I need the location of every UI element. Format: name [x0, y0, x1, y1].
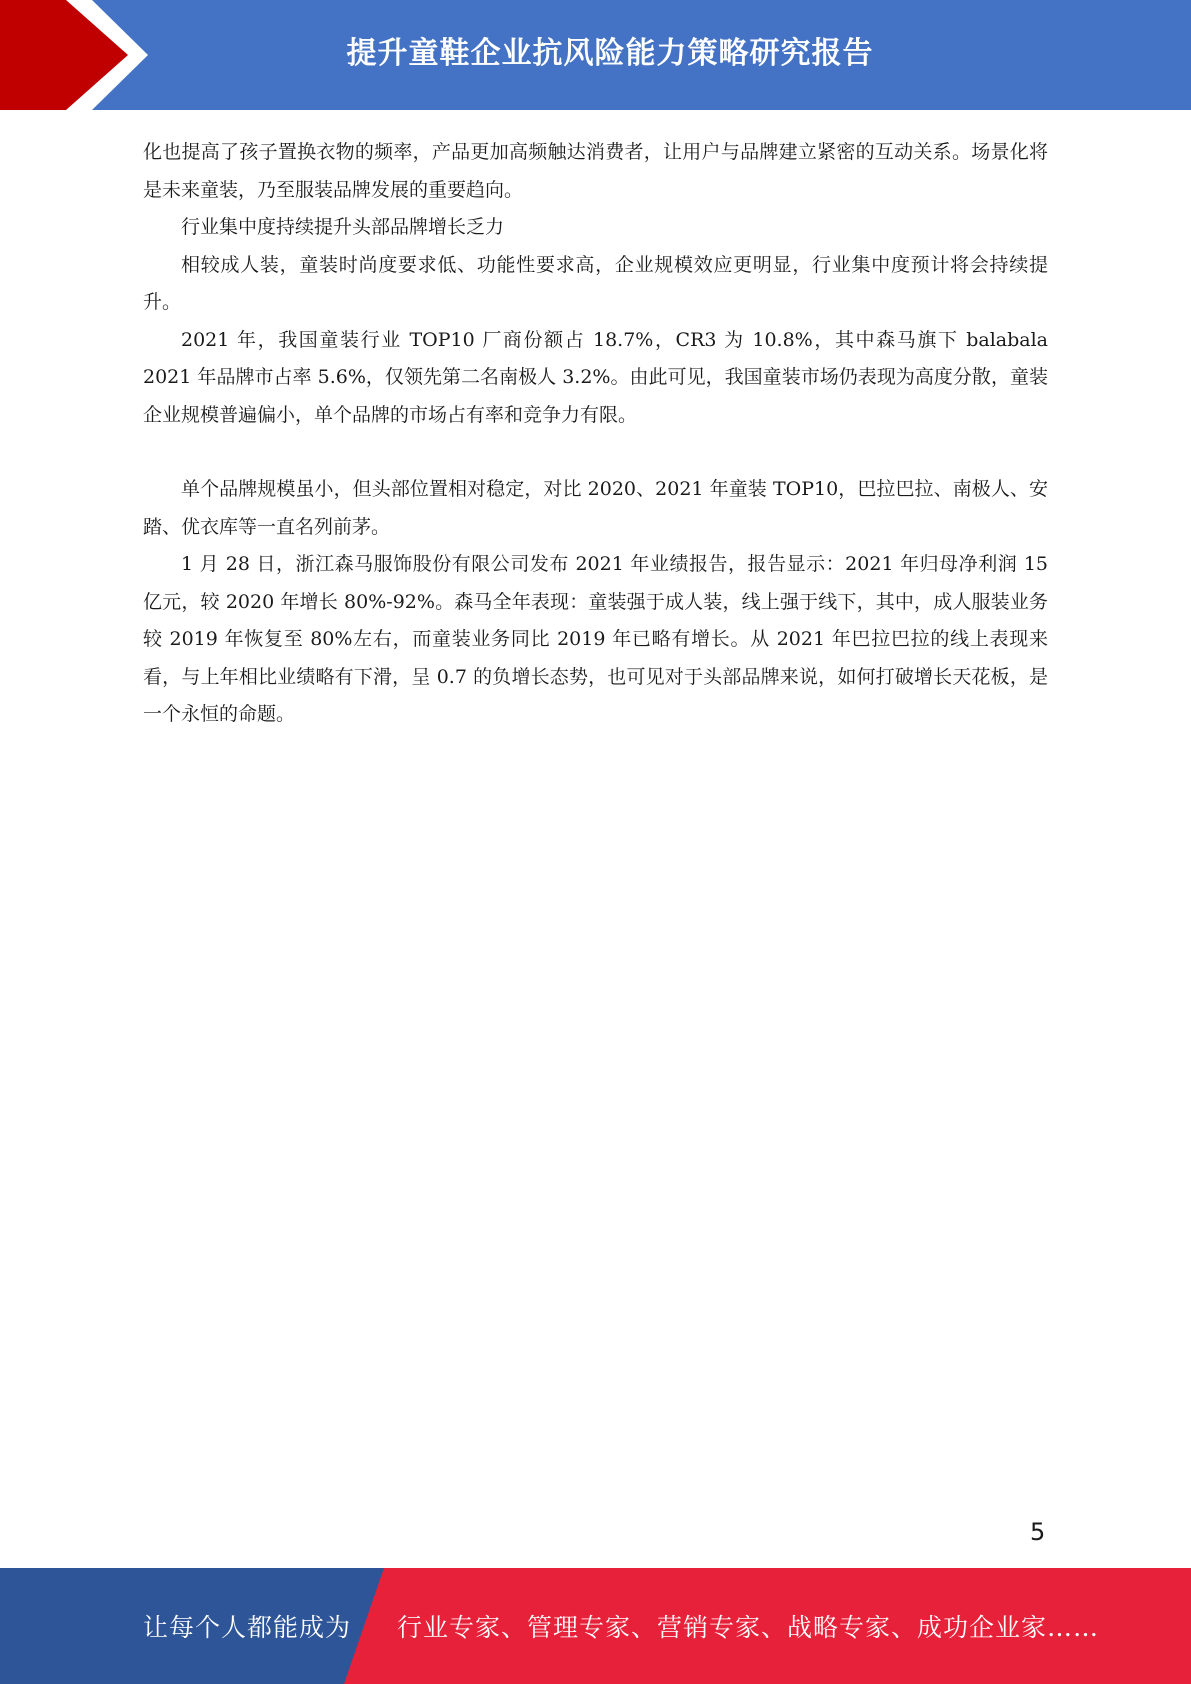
paragraph-continuation: 化也提高了孩子置换衣物的频率，产品更加高频触达消费者，让用户与品牌建立紧密的互动关系。场景化将是未来童装，乃至服装品牌发展的重要趋向。: [143, 141, 1048, 201]
report-title: 提升童鞋企业抗风险能力策略研究报告: [346, 36, 874, 71]
footer-slogan-left: 让每个人都能成为: [143, 1613, 352, 1642]
page-footer: [0, 1568, 1191, 1684]
paragraph: 相较成人装，童装时尚度要求低、功能性要求高，企业规模效应更明显，行业集中度预计将会持续提升。: [143, 253, 1048, 313]
page-number: 5: [1030, 1518, 1046, 1546]
paragraph-gap: [143, 434, 1048, 471]
paragraph: 2021 年，我国童装行业 TOP10 厂商份额占 18.7%，CR3 为 10.8%，其中森马旗下 balabala 2021 年品牌市占率 5.6%，仅领先第二名南极人 3.2%。由此可见，我国童装市场仍表现为高度分散，童装企业规模普遍偏小，单个品牌的市场占有率和竞争力有限。: [143, 328, 1048, 426]
section-heading: 行业集中度持续提升头部品牌增长乏力: [181, 216, 505, 238]
paragraph: 单个品牌规模虽小，但头部位置相对稳定，对比 2020、2021 年童装 TOP10，巴拉巴拉、南极人、安踏、优衣库等一直名列前茅。: [143, 478, 1048, 538]
document-body: [143, 134, 1048, 734]
page-header: [0, 0, 1191, 110]
footer-slogan-right: 行业专家、管理专家、营销专家、战略专家、成功企业家……: [397, 1613, 1100, 1642]
paragraph: 1 月 28 日，浙江森马服饰股份有限公司发布 2021 年业绩报告，报告显示：2021 年归母净利润 15 亿元，较 2020 年增长 80%-92%。森马全年表现：童装强于成人装，线上强于线下，其中，成人服装业务较 2019 年恢复至 80%左右，而童装业务同比 2019 年已略有增长。从 2021 年巴拉巴拉的线上表现来看，与上年相比业绩略有下滑，呈 0.7 的负增长态势，也可见对于头部品牌来说，如何打破增长天花板，是一个永恒的命题。: [143, 553, 1048, 725]
